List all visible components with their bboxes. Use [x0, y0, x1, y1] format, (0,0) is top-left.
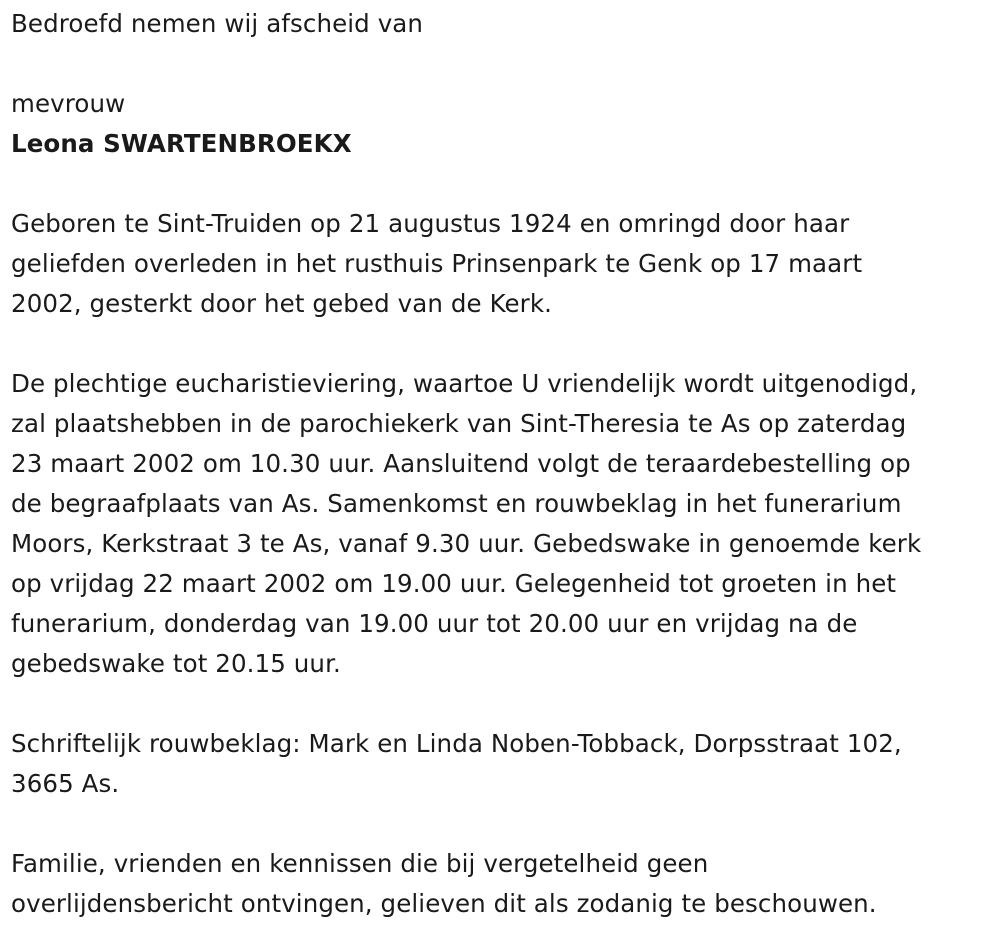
- intro-text: Bedroefd nemen wij afscheid van: [11, 9, 424, 38]
- spacer: [11, 164, 988, 204]
- ceremony-paragraph: De plechtige eucharistieviering, waartoe U vriendelijk wordt uitgenodigd, zal plaatshebben in de parochiekerk van Sint-Theresia te As op zaterdag 23 maart 2002 om 10.30 uur. Aansluitend volgt de teraardebestelling op de begraafplaats van As. Samenkomst en rouwbeklag in het funerarium Moors, Kerkstraat 3 te As, vanaf 9.30 uur. Gebedswake in genoemde kerk op vrijdag 22 maart 2002 om 19.00 uur. Gelegenheid tot groeten in het funerarium, donderdag van 19.00 uur tot 20.00 uur en vrijdag na de gebedswake tot 20.15 uur.: [11, 369, 922, 678]
- salutation-text: mevrouw: [11, 89, 126, 118]
- closing-paragraph: Familie, vrienden en kennissen die bij vergetelheid geen overlijdensbericht ontvingen, gelieven dit als zodanig te beschouwen.: [11, 849, 877, 918]
- birth-death-paragraph: Geboren te Sint-Truiden op 21 augustus 1924 en omringd door haar geliefden overleden in het rusthuis Prinsenpark te Genk op 17 maart 2002, gesterkt door het gebed van de Kerk.: [11, 209, 863, 318]
- deceased-name: Leona SWARTENBROEKX: [11, 129, 352, 158]
- condolence-paragraph: Schriftelijk rouwbeklag: Mark en Linda Noben-Tobback, Dorpsstraat 102, 3665 As.: [11, 729, 902, 798]
- spacer: [11, 324, 988, 364]
- spacer: [11, 684, 988, 724]
- spacer: [11, 804, 988, 844]
- spacer: [11, 44, 988, 84]
